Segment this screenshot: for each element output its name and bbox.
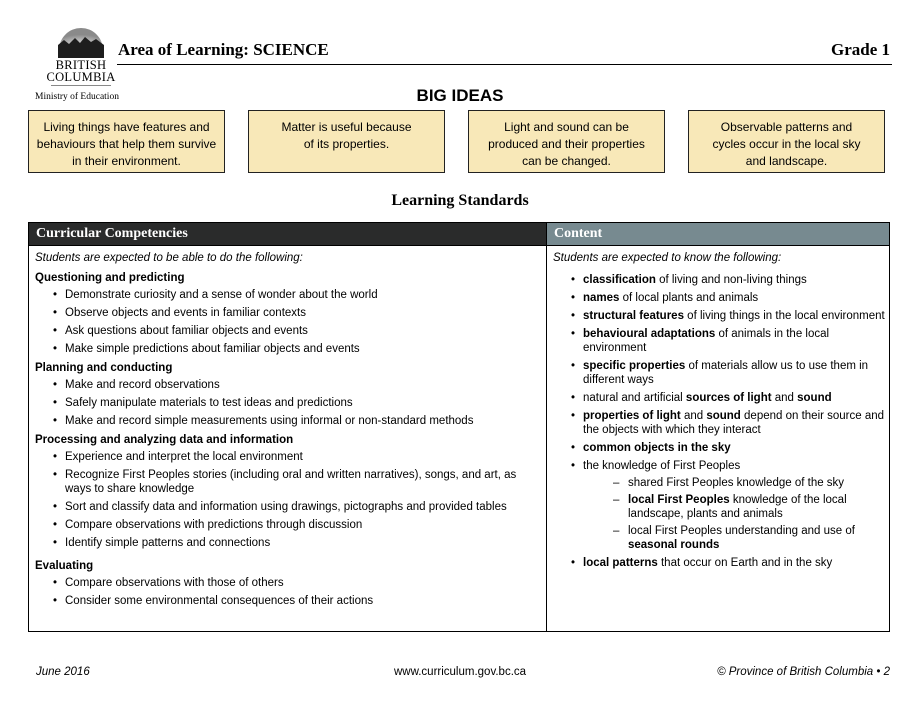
header-divider: [117, 64, 892, 65]
competencies-intro: Students are expected to be able to do the following:: [35, 252, 303, 264]
section-heading: Planning and conducting: [35, 362, 173, 374]
section-list: [35, 288, 540, 356]
footer-url[interactable]: www.curriculum.gov.bc.ca: [393, 666, 527, 678]
list-item: • Identify simple patterns and connections: [35, 536, 540, 550]
content-item: • classification of living and non-living things: [553, 273, 885, 287]
big-idea-line: Light and sound can be: [504, 120, 629, 134]
big-idea-line: cycles occur in the local sky: [712, 137, 861, 151]
list-item: • Ask questions about familiar objects and events: [35, 324, 540, 338]
learning-standards-table: [28, 222, 890, 632]
big-idea-box: [468, 110, 665, 173]
list-item: • Sort and classify data and information using drawings, pictographs and provided tables: [35, 500, 540, 514]
big-ideas-row: [28, 110, 890, 175]
big-idea-line: Observable patterns and: [720, 120, 853, 134]
content-item: • structural features of living things in the local environment: [553, 309, 885, 323]
list-item: • Make and record simple measurements using informal or non-standard methods: [35, 414, 540, 428]
section-list: [35, 450, 540, 550]
big-idea-line: and landscape.: [745, 154, 828, 168]
content-intro: Students are expected to know the following:: [553, 252, 782, 264]
list-item: • Compare observations with those of others: [35, 576, 540, 590]
content-header: Content: [547, 223, 889, 246]
list-item: • Make simple predictions about familiar objects and events: [35, 342, 540, 356]
content-column: [547, 223, 889, 631]
list-item: • Recognize First Peoples stories (including oral and written narratives), songs, and art, as ways to share knowledge: [35, 468, 540, 496]
footer-copyright-page: © Province of British Columbia • 2: [717, 666, 890, 678]
content-sublist: [583, 476, 885, 552]
content-item: • natural and artificial sources of light and sound: [553, 391, 885, 405]
content-item: • specific properties of materials allow us to use them in different ways: [553, 359, 885, 387]
content-item: • names of local plants and animals: [553, 291, 885, 305]
curricular-competencies-header: Curricular Competencies: [29, 223, 546, 246]
section-heading: Evaluating: [35, 560, 94, 572]
list-item: • Compare observations with predictions through discussion: [35, 518, 540, 532]
list-item: • Safely manipulate materials to test ideas and predictions: [35, 396, 540, 410]
logo-line-british: BRITISH: [55, 58, 107, 72]
list-item: • Demonstrate curiosity and a sense of wonder about the world: [35, 288, 540, 302]
logo-line-columbia: COLUMBIA: [46, 70, 116, 84]
bc-sun-mountain-emblem: [56, 18, 106, 58]
list-item: • Consider some environmental consequences of their actions: [35, 594, 540, 608]
big-idea-line: Living things have features and: [43, 120, 210, 134]
learning-standards-title: Learning Standards: [391, 192, 529, 209]
section-heading: Questioning and predicting: [35, 272, 185, 284]
big-idea-line: produced and their properties: [488, 137, 645, 151]
area-of-learning-title: Area of Learning: SCIENCE: [118, 40, 329, 59]
curricular-competencies-column: [29, 223, 547, 631]
list-item: • Experience and interpret the local environment: [35, 450, 540, 464]
section-list: [35, 576, 540, 608]
big-idea-box: [248, 110, 445, 173]
big-idea-line: in their environment.: [72, 154, 181, 168]
big-idea-line: can be changed.: [522, 154, 611, 168]
content-subitem: – shared First Peoples knowledge of the sky: [583, 476, 885, 490]
big-idea-line: Matter is useful because: [281, 120, 412, 134]
grade-label: Grade 1: [830, 40, 890, 59]
content-list: [553, 273, 885, 570]
content-item: • the knowledge of First Peoples – shared First Peoples knowledge of the sky – local First Peoples knowledge of the local landscape, plants and animals – local First Peoples understanding and use of seasonal rounds: [553, 459, 885, 552]
big-idea-box: [28, 110, 225, 173]
content-subitem: – local First Peoples knowledge of the local landscape, plants and animals: [583, 493, 885, 521]
big-ideas-title: BIG IDEAS: [416, 86, 504, 105]
big-idea-box: [688, 110, 885, 173]
section-list: [35, 378, 540, 428]
big-idea-line: of its properties.: [303, 137, 390, 151]
footer-date: June 2016: [36, 666, 90, 678]
content-subitem: – local First Peoples understanding and use of seasonal rounds: [583, 524, 885, 552]
content-item: • common objects in the sky: [553, 441, 885, 455]
list-item: • Observe objects and events in familiar contexts: [35, 306, 540, 320]
section-heading: Processing and analyzing data and information: [35, 434, 294, 446]
list-item: • Make and record observations: [35, 378, 540, 392]
ministry-name: Ministry of Education: [35, 92, 119, 102]
content-item: • behavioural adaptations of animals in the local environment: [553, 327, 885, 355]
content-item: • local patterns that occur on Earth and in the sky: [553, 556, 885, 570]
big-idea-line: behaviours that help them survive: [36, 137, 217, 151]
content-item: • properties of light and sound depend on their source and the objects with which they interact: [553, 409, 885, 437]
